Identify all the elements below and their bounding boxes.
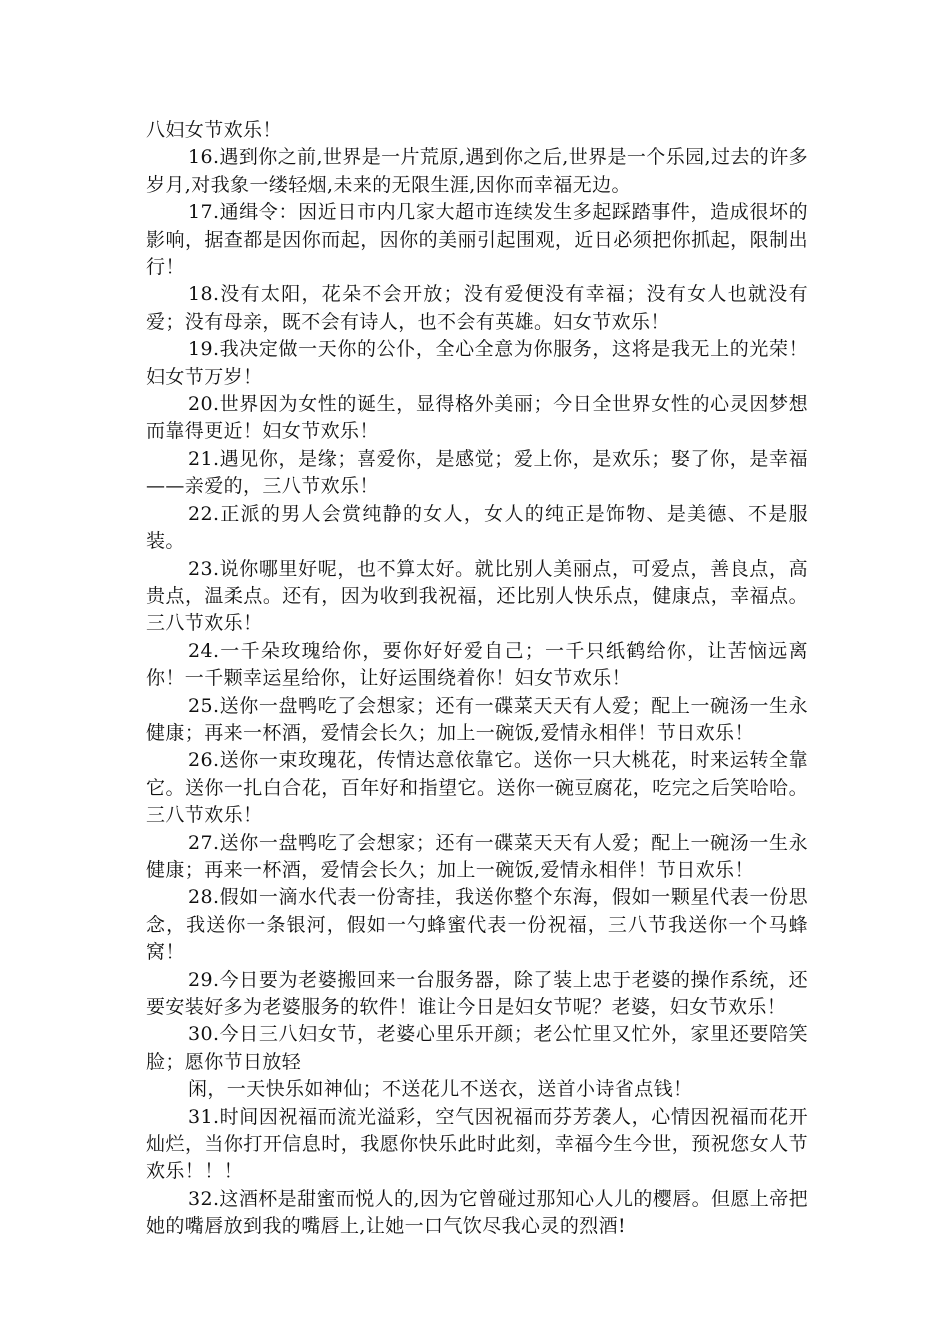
paragraph: 16.遇到你之前,世界是一片荒原,遇到你之后,世界是一个乐园,过去的许多岁月,对我象一缕轻烟,未来的无限生涯,因你而幸福无边。 [146, 146, 808, 196]
paragraph: 18.没有太阳，花朵不会开放；没有爱便没有幸福；没有女人也就没有爱；没有母亲，既不会有诗人，也不会有英雄。妇女节欢乐！ [146, 283, 808, 333]
paragraph: 22.正派的男人会赏纯静的女人，女人的纯正是饰物、是美德、不是服装。 [146, 502, 808, 553]
paragraph: 26.送你一束玫瑰花，传情达意依靠它。送你一只大桃花，时来运转全靠它。送你一扎白合花，百年好和指望它。送你一碗豆腐花，吃完之后笑哈哈。三八节欢乐！ [146, 749, 808, 827]
paragraph: 32.这酒杯是甜蜜而悦人的,因为它曾碰过那知心人儿的樱唇。但愿上帝把她的嘴唇放到我的嘴唇上,让她一口气饮尽我心灵的烈酒! [146, 1187, 808, 1238]
paragraph: 八妇女节欢乐！ [146, 119, 282, 141]
paragraph: 21.遇见你，是缘；喜爱你，是感觉；爱上你，是欢乐；娶了你，是幸福——亲爱的，三八节欢乐！ [146, 447, 808, 498]
paragraph: 29.今日要为老婆搬回来一台服务器，除了装上忠于老婆的操作系统，还要安装好多为老婆服务的软件！谁让今日是妇女节呢？老婆，妇女节欢乐！ [146, 968, 808, 1018]
paragraph: 17.通缉令：因近日市内几家大超市连续发生多起踩踏事件，造成很坏的影响，据查都是因你而起，因你的美丽引起围观，近日必须把你抓起，限制出行！ [146, 201, 808, 279]
paragraph: 20.世界因为女性的诞生，显得格外美丽；今日全世界女性的心灵因梦想而靠得更近！妇女节欢乐！ [146, 393, 808, 443]
paragraph: 24.一千朵玫瑰给你，要你好好爱自己；一千只纸鹤给你，让苦恼远离你！一千颗幸运星给你，让好运围绕着你！妇女节欢乐！ [146, 639, 808, 690]
paragraph: 闲，一天快乐如神仙；不送花儿不送衣，送首小诗省点钱！ [188, 1078, 693, 1101]
paragraph: 27.送你一盘鸭吃了会想家；还有一碟菜天天有人爱；配上一碗汤一生永健康；再来一杯酒，爱情会长久；加上一碗饭,爱情永相伴！节日欢乐！ [146, 831, 808, 881]
paragraph: 25.送你一盘鸭吃了会想家；还有一碟菜天天有人爱；配上一碗汤一生永健康；再来一杯酒，爱情会长久；加上一碗饭,爱情永相伴！节日欢乐！ [146, 694, 808, 744]
paragraph: 19.我决定做一天你的公仆，全心全意为你服务，这将是我无上的光荣！妇女节万岁！ [146, 338, 808, 388]
document-body [146, 117, 808, 1241]
paragraph: 23.说你哪里好呢，也不算太好。就比别人美丽点，可爱点，善良点，高贵点，温柔点。还有，因为收到我祝福，还比别人快乐点，健康点，幸福点。三八节欢乐！ [146, 557, 808, 635]
paragraph: 28.假如一滴水代表一份寄挂，我送你整个东海，假如一颗星代表一份思念，我送你一条银河，假如一勺蜂蜜代表一份祝福，三八节我送你一个马蜂窝！ [146, 886, 808, 964]
paragraph: 31.时间因祝福而流光溢彩，空气因祝福而芬芳袭人，心情因祝福而花开灿烂，当你打开信息时，我愿你快乐此时此刻，幸福今生今世，预祝您女人节欢乐！！！ [146, 1105, 808, 1183]
paragraph: 30.今日三八妇女节，老婆心里乐开颜；老公忙里又忙外，家里还要陪笑脸；愿你节日放轻 [146, 1023, 808, 1073]
